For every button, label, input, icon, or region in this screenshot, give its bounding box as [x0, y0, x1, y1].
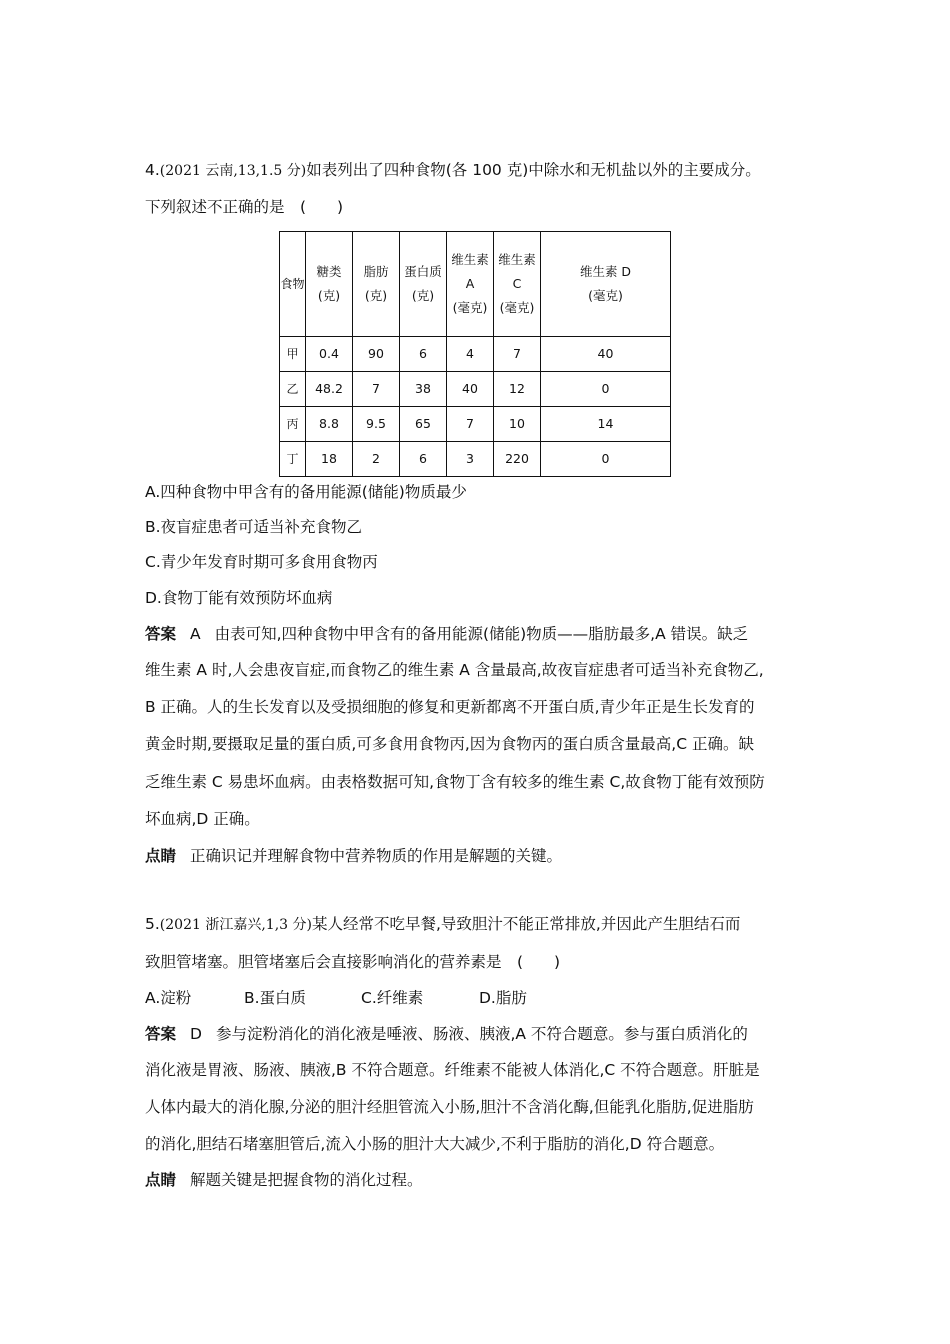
q4-option-a: A.四种食物中甲含有的备用能源(储能)物质最少 [145, 483, 467, 501]
q5-option-d: D.脂肪 [479, 989, 527, 1007]
q4-answer-key: A [190, 625, 201, 643]
q5-stem-text: 某人经常不吃早餐,导致胆汁不能正常排放,并因此产生胆结石而 [311, 915, 741, 933]
q4-answer-line2: 维生素 A 时,人会患夜盲症,而食物乙的维生素 A 含量最高,故夜盲症患者可适当补充食物乙, [145, 661, 764, 679]
cell-vitamin-a: 7 [447, 407, 494, 442]
cell-sugar: 0.4 [306, 337, 353, 372]
cell-vitamin-a: 4 [447, 337, 494, 372]
cell-protein: 38 [400, 372, 447, 407]
q5-answer-key: D [190, 1025, 202, 1043]
cell-fat: 7 [353, 372, 400, 407]
q5-answer-line1 [145, 1024, 748, 1044]
q4-tip [145, 846, 562, 866]
q4-option-d: D.食物丁能有效预防坏血病 [145, 589, 333, 607]
q4-answer-line4: 黄金时期,要摄取足量的蛋白质,可多食用食物丙,因为食物丙的蛋白质含量最高,C 正确。缺 [145, 735, 754, 753]
q4-stem-text: 如表列出了四种食物(各 100 克)中除水和无机盐以外的主要成分。 [306, 161, 761, 179]
table-row [280, 372, 671, 407]
header-vitamin-a: 维生素 A (毫克) [447, 232, 494, 337]
cell-vitamin-c: 12 [494, 372, 541, 407]
q4-tip-label: 点睛 [145, 847, 177, 865]
cell-vitamin-d: 40 [541, 337, 671, 372]
q5-tip [145, 1170, 423, 1190]
table-header-row [280, 232, 671, 337]
q5-tip-label: 点睛 [145, 1171, 177, 1189]
q4-answer-label: 答案 [145, 625, 177, 643]
cell-protein: 6 [400, 442, 447, 477]
q5-stem-line2: 致胆管堵塞。胆管堵塞后会直接影响消化的营养素是 ( ) [145, 953, 561, 971]
header-fat: 脂肪 (克) [353, 232, 400, 337]
q4-tip-text: 正确识记并理解食物中营养物质的作用是解题的关键。 [190, 847, 563, 865]
header-vitamin-d: 维生素 D (毫克) [541, 232, 671, 337]
table-row [280, 442, 671, 477]
cell-vitamin-c: 220 [494, 442, 541, 477]
q4-stem-line2: 下列叙述不正确的是 ( ) [145, 198, 344, 216]
header-protein: 蛋白质 (克) [400, 232, 447, 337]
q4-stem-line1 [145, 160, 761, 181]
cell-vitamin-a: 40 [447, 372, 494, 407]
table-row [280, 337, 671, 372]
cell-food: 丁 [280, 442, 306, 477]
cell-food: 丙 [280, 407, 306, 442]
cell-vitamin-d: 0 [541, 442, 671, 477]
q4-answer-line5: 乏维生素 C 易患坏血病。由表格数据可知,食物丁含有较多的维生素 C,故食物丁能有效预防 [145, 773, 765, 791]
q5-option-a: A.淀粉 [145, 989, 192, 1007]
cell-vitamin-a: 3 [447, 442, 494, 477]
q4-source: (2021 云南,13,1.5 分) [159, 163, 307, 179]
q5-option-b: B.蛋白质 [244, 989, 307, 1007]
cell-fat: 90 [353, 337, 400, 372]
header-food: 食物 [280, 232, 306, 337]
q5-number: 5. [145, 915, 160, 933]
cell-vitamin-d: 14 [541, 407, 671, 442]
q5-answer-text: 参与淀粉消化的消化液是唾液、肠液、胰液,A 不符合题意。参与蛋白质消化的 [215, 1025, 748, 1043]
q5-tip-text: 解题关键是把握食物的消化过程。 [190, 1171, 423, 1189]
q4-answer-line3: B 正确。人的生长发育以及受损细胞的修复和更新都离不开蛋白质,青少年正是生长发育的 [145, 698, 755, 716]
q4-answer-line6: 坏血病,D 正确。 [145, 810, 260, 828]
cell-protein: 6 [400, 337, 447, 372]
header-sugar: 糖类 (克) [306, 232, 353, 337]
cell-vitamin-c: 10 [494, 407, 541, 442]
cell-fat: 9.5 [353, 407, 400, 442]
q5-options [145, 988, 527, 1008]
table-row [280, 407, 671, 442]
q4-answer-text: 由表可知,四种食物中甲含有的备用能源(储能)物质——脂肪最多,A 错误。缺乏 [214, 625, 749, 643]
q5-answer-line4: 的消化,胆结石堵塞胆管后,流入小肠的胆汁大大减少,不利于脂肪的消化,D 符合题意。 [145, 1135, 725, 1153]
q5-answer-label: 答案 [145, 1025, 177, 1043]
q4-option-c: C.青少年发育时期可多食用食物丙 [145, 553, 378, 571]
cell-sugar: 8.8 [306, 407, 353, 442]
cell-sugar: 18 [306, 442, 353, 477]
q5-answer-line3: 人体内最大的消化腺,分泌的胆汁经胆管流入小肠,胆汁不含消化酶,但能乳化脂肪,促进脂肪 [145, 1098, 754, 1116]
nutrition-table [279, 231, 671, 477]
cell-food: 乙 [280, 372, 306, 407]
q4-number: 4. [145, 161, 160, 179]
cell-food: 甲 [280, 337, 306, 372]
cell-sugar: 48.2 [306, 372, 353, 407]
header-vitamin-c: 维生素 C (毫克) [494, 232, 541, 337]
cell-vitamin-c: 7 [494, 337, 541, 372]
q5-option-c: C.纤维素 [361, 989, 424, 1007]
q4-option-b: B.夜盲症患者可适当补充食物乙 [145, 518, 363, 536]
q5-stem-line1 [145, 914, 740, 935]
cell-vitamin-d: 0 [541, 372, 671, 407]
q4-answer-line1 [145, 624, 748, 644]
cell-fat: 2 [353, 442, 400, 477]
q5-answer-line2: 消化液是胃液、肠液、胰液,B 不符合题意。纤维素不能被人体消化,C 不符合题意。肝脏是 [145, 1061, 760, 1079]
cell-protein: 65 [400, 407, 447, 442]
q5-source: (2021 浙江嘉兴,1,3 分) [159, 917, 312, 933]
